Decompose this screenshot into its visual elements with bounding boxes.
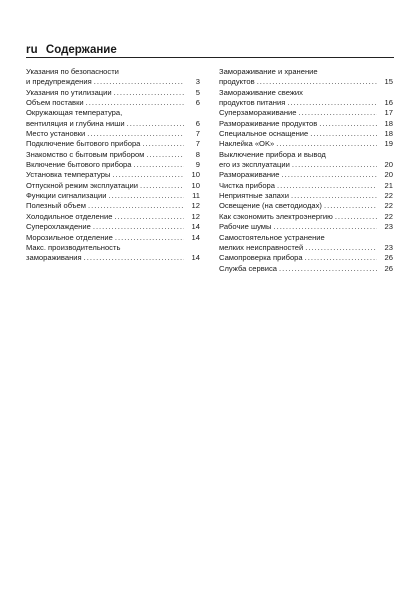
- toc-entry-title-line: Как сэкономить электроэнергию: [219, 211, 333, 221]
- page-title: Содержание: [45, 44, 117, 56]
- toc-entry-title-line: Морозильное отделение: [26, 232, 113, 242]
- dot-leader: [287, 98, 377, 108]
- toc-entry-title-line: Подключение бытового прибора: [26, 139, 141, 149]
- toc-page-number: 8: [195, 149, 200, 159]
- toc-page-number: 18: [384, 118, 393, 128]
- toc-page-number: 22: [384, 201, 393, 211]
- toc-entry[interactable]: [26, 222, 200, 232]
- toc-entry[interactable]: [219, 170, 393, 180]
- toc-entry-title-line: продуктов: [219, 77, 255, 87]
- toc-entry[interactable]: [219, 129, 393, 139]
- dot-leader: [114, 88, 184, 98]
- dot-leader: [142, 139, 184, 149]
- toc-entry[interactable]: [26, 212, 200, 222]
- toc-page-number: 20: [384, 160, 393, 170]
- toc-entry-title-line: Замораживание свежих: [219, 87, 303, 97]
- dot-leader: [305, 243, 377, 253]
- toc-entry[interactable]: [26, 129, 200, 139]
- toc-entry[interactable]: [219, 222, 393, 232]
- header-divider: [26, 57, 394, 58]
- toc-page-number: 6: [195, 98, 200, 108]
- toc-entry[interactable]: [219, 201, 393, 211]
- toc-entry[interactable]: [219, 212, 393, 222]
- toc-entry-title-line: Чистка прибора: [219, 180, 275, 190]
- toc-entry-title-line: Холодильное отделение: [26, 211, 113, 221]
- toc-entry[interactable]: [26, 139, 200, 149]
- dot-leader: [112, 170, 184, 180]
- toc-page-number: 21: [384, 180, 393, 190]
- toc-page-number: 14: [191, 232, 200, 242]
- toc-entry-title-line: Окружающая температура,: [26, 108, 123, 118]
- toc-entry-title-line: Полезный объем: [26, 201, 86, 211]
- toc-entry[interactable]: [219, 119, 393, 129]
- toc-entry-title-line: Самопроверка прибора: [219, 253, 303, 263]
- toc-column-left: [26, 67, 200, 264]
- toc-entry-title-line: Установка температуры: [26, 170, 111, 180]
- page-header: [26, 40, 394, 58]
- toc-entry-title-line: Указания по утилизации: [26, 87, 112, 97]
- dot-leader: [324, 201, 377, 211]
- toc-page-number: 6: [195, 118, 200, 128]
- toc-page-number: 14: [191, 222, 200, 232]
- dot-leader: [127, 119, 184, 129]
- dot-leader: [140, 181, 184, 191]
- dot-leader: [88, 201, 184, 211]
- dot-leader: [257, 77, 377, 87]
- toc-entry[interactable]: [219, 181, 393, 191]
- toc-entry[interactable]: [219, 233, 393, 254]
- toc-page-number: 7: [195, 139, 200, 149]
- toc-entry-title-line: Отпускной режим эксплуатации: [26, 180, 138, 190]
- toc-entry-title-line: Макс. производительность: [26, 242, 121, 252]
- toc-entry-title-line: Объем поставки: [26, 98, 84, 108]
- toc-page-number: 15: [384, 77, 393, 87]
- toc-page-number: 5: [195, 87, 200, 97]
- dot-leader: [134, 160, 184, 170]
- dot-leader: [292, 160, 377, 170]
- toc-page-number: 20: [384, 170, 393, 180]
- dot-leader: [93, 222, 184, 232]
- toc-page-number: 22: [384, 211, 393, 221]
- toc-page-number: 3: [195, 77, 200, 87]
- dot-leader: [305, 253, 377, 263]
- dot-leader: [108, 191, 184, 201]
- toc-page-number: 10: [191, 180, 200, 190]
- toc-entry[interactable]: [26, 191, 200, 201]
- toc-entry-title-line: Служба сервиса: [219, 263, 278, 273]
- toc-entry-title-line: Рабочие шумы: [219, 222, 272, 232]
- toc-page-number: 26: [384, 263, 393, 273]
- toc-entry[interactable]: [219, 264, 393, 274]
- toc-entry-title-line: продуктов питания: [219, 98, 286, 108]
- toc-entry[interactable]: [26, 170, 200, 180]
- toc-entry-title-line: Размораживание продуктов: [219, 118, 318, 128]
- dot-leader: [335, 212, 377, 222]
- toc-page-number: 23: [384, 222, 393, 232]
- toc-page-number: 12: [191, 211, 200, 221]
- toc-entry-title-line: Функции сигнализации: [26, 191, 107, 201]
- dot-leader: [276, 139, 377, 149]
- dot-leader: [273, 222, 377, 232]
- toc-entry[interactable]: [26, 243, 200, 264]
- toc-entry-title-line: Знакомство с бытовым прибором: [26, 149, 145, 159]
- toc-entry[interactable]: [26, 67, 200, 88]
- dot-leader: [310, 129, 377, 139]
- toc-page-number: 16: [384, 98, 393, 108]
- toc-entry[interactable]: [26, 108, 200, 129]
- toc-entry[interactable]: [26, 88, 200, 98]
- toc-page-number: 14: [191, 253, 200, 263]
- dot-leader: [87, 129, 184, 139]
- dot-leader: [86, 98, 184, 108]
- dot-leader: [114, 212, 184, 222]
- toc-page-number: 11: [192, 191, 200, 201]
- dot-leader: [319, 119, 377, 129]
- toc-page-number: 9: [195, 160, 200, 170]
- toc-entry[interactable]: [219, 150, 393, 171]
- toc-entry-title-line: Наклейка «OK»: [219, 139, 275, 149]
- toc-entry[interactable]: [26, 150, 200, 160]
- toc-page-number: 22: [384, 191, 393, 201]
- dot-leader: [281, 170, 377, 180]
- toc-entry[interactable]: [26, 201, 200, 211]
- toc-entry-title-line: Суперзамораживание: [219, 108, 297, 118]
- dot-leader: [146, 150, 184, 160]
- toc-page-number: 23: [384, 242, 393, 252]
- toc-entry-title-line: Размораживание: [219, 170, 280, 180]
- toc-entry-title-line: Указания по безопасности: [26, 67, 119, 76]
- toc-page-number: 18: [384, 129, 393, 139]
- toc-entry[interactable]: [26, 160, 200, 170]
- toc-entry-title-line: Выключение прибора и вывод: [219, 149, 326, 159]
- toc-page-number: 26: [384, 253, 393, 263]
- dot-leader: [94, 77, 184, 87]
- toc-entry-title-line: мелких неисправностей: [219, 242, 304, 252]
- dot-leader: [279, 264, 377, 274]
- toc-entry[interactable]: [219, 253, 393, 263]
- toc-page-number: 17: [384, 108, 393, 118]
- toc-entry-title-line: Специальное оснащение: [219, 129, 309, 139]
- dot-leader: [291, 191, 377, 201]
- toc-entry-title-line: Самостоятельное устранение: [219, 232, 325, 242]
- toc-entry-title-line: его из эксплуатации: [219, 160, 290, 170]
- toc-entry[interactable]: [219, 191, 393, 201]
- dot-leader: [299, 108, 377, 118]
- toc-entry[interactable]: [219, 139, 393, 149]
- toc-entry[interactable]: [219, 108, 393, 118]
- dot-leader: [277, 181, 377, 191]
- toc-entry-title-line: Освещение (на светодиодах): [219, 201, 322, 211]
- toc-page-number: 7: [195, 129, 200, 139]
- language-code: ru: [26, 44, 38, 56]
- toc-entry-title-line: Суперохлаждение: [26, 222, 91, 232]
- toc-entry-title-line: и предупреждения: [26, 77, 92, 87]
- toc-entry-title-line: Включение бытового прибора: [26, 160, 132, 170]
- toc-entry[interactable]: [219, 67, 393, 88]
- toc-entry[interactable]: [219, 88, 393, 109]
- dot-leader: [115, 233, 184, 243]
- toc-column-right: [219, 67, 393, 274]
- toc-entry[interactable]: [26, 233, 200, 243]
- toc-entry-title-line: вентиляция и глубина ниши: [26, 118, 125, 128]
- toc-entry[interactable]: [26, 98, 200, 108]
- toc-entry[interactable]: [26, 181, 200, 191]
- toc-entry-title-line: Неприятные запахи: [219, 191, 289, 201]
- toc-page-number: 19: [384, 139, 393, 149]
- toc-entry-title-line: Замораживание и хранение: [219, 67, 318, 76]
- dot-leader: [84, 253, 184, 263]
- toc-entry-title-line: замораживания: [26, 253, 82, 263]
- toc-page-number: 12: [191, 201, 200, 211]
- toc-page-number: 10: [191, 170, 200, 180]
- toc-entry-title-line: Место установки: [26, 129, 86, 139]
